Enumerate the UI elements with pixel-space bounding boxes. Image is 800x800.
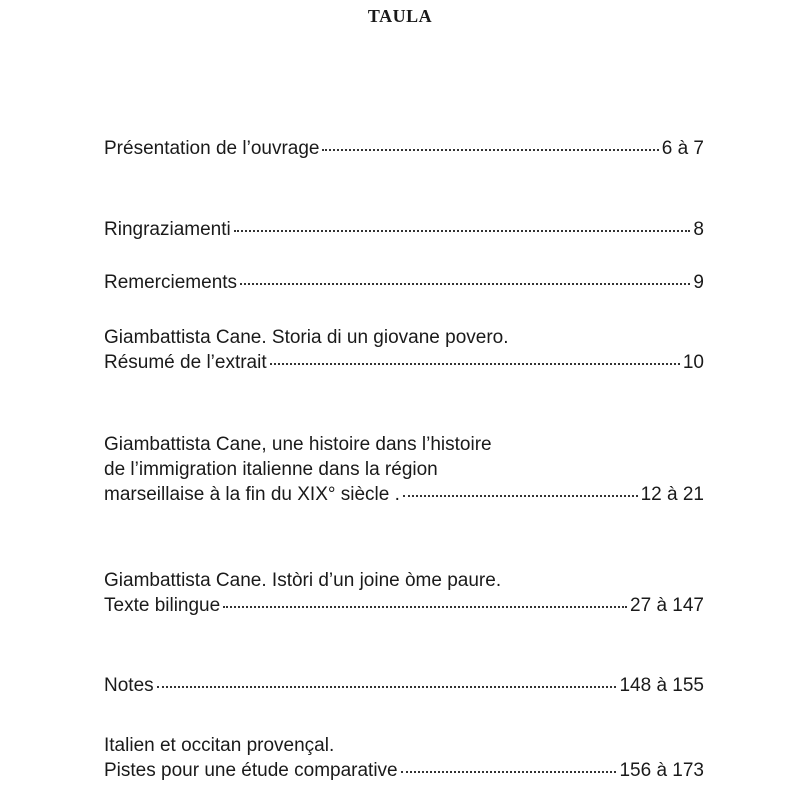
entry-label: Remerciements	[104, 272, 238, 293]
entry-label: marseillaise à la fin du XIX° siècle .	[104, 484, 400, 505]
toc-entry-remerciements	[104, 270, 704, 295]
entry-pages: 9	[693, 272, 704, 293]
dot-leader	[322, 148, 658, 151]
dot-leader	[223, 605, 627, 608]
page-title: TAULA	[367, 6, 433, 26]
entry-line: de l’immigration italienne dans la région	[104, 459, 438, 480]
toc-line	[104, 482, 704, 507]
toc-entry-istori	[104, 568, 704, 618]
toc-line	[104, 217, 704, 242]
entry-pages: 6 à 7	[661, 138, 704, 159]
toc-line	[104, 136, 704, 161]
toc-entry-presentation	[104, 136, 704, 161]
toc-line	[104, 350, 704, 375]
entry-pages: 8	[693, 219, 704, 240]
entry-label: Notes	[104, 675, 154, 696]
entry-pages: 10	[682, 352, 704, 373]
toc-entry-italien	[104, 733, 704, 783]
entry-line: Italien et occitan provençal.	[104, 735, 335, 756]
entry-pages: 27 à 147	[630, 595, 704, 616]
dot-leader	[234, 229, 691, 232]
toc-entry-storia	[104, 325, 704, 375]
toc-entry-notes	[104, 673, 704, 698]
entry-label: Texte bilingue	[104, 595, 221, 616]
dot-leader	[403, 494, 638, 497]
entry-pages: 148 à 155	[619, 675, 704, 696]
dot-leader	[240, 282, 690, 285]
entry-line: Giambattista Cane, une histoire dans l’histoire	[104, 434, 492, 455]
dot-leader	[401, 770, 617, 773]
entry-label: Présentation de l’ouvrage	[104, 138, 320, 159]
entry-pages: 12 à 21	[640, 484, 704, 505]
toc-entry-ringraziamenti	[104, 217, 704, 242]
toc-entry-histoire	[104, 432, 704, 507]
entry-line: Giambattista Cane. Istòri d’un joine òme paure.	[104, 570, 502, 591]
entry-label: Ringraziamenti	[104, 219, 231, 240]
toc-line	[104, 593, 704, 618]
dot-leader	[270, 362, 680, 365]
entry-label: Résumé de l’extrait	[104, 352, 267, 373]
dot-leader	[157, 685, 617, 688]
toc-line	[104, 270, 704, 295]
toc-line	[104, 673, 704, 698]
entry-label: Pistes pour une étude comparative	[104, 760, 398, 781]
toc-line	[104, 758, 704, 783]
entry-pages: 156 à 173	[619, 760, 704, 781]
entry-line: Giambattista Cane. Storia di un giovane povero.	[104, 327, 509, 348]
